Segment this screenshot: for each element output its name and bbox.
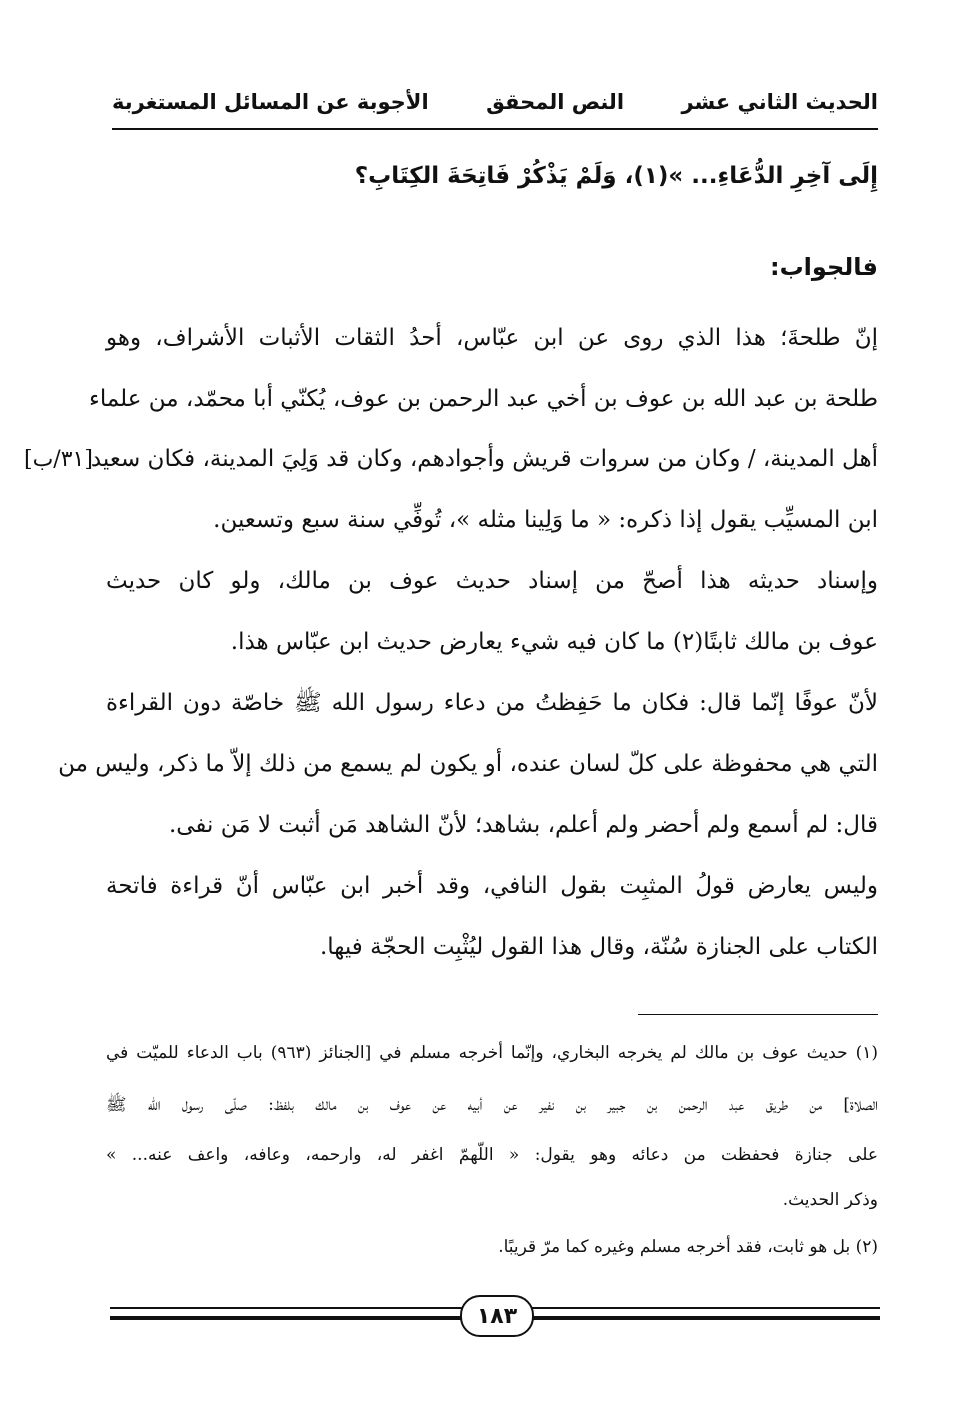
- body-line: وليس يعارض قولُ المثبِت بقول النافي، وقد أخبر ابن عبّاس أنّ قراءة فاتحة: [106, 873, 878, 899]
- body-line: وإسناد حديثه هذا أصحّ من إسناد حديث عوف بن مالك، ولو كان حديث: [106, 568, 878, 594]
- body-line: التي هي محفوظة على كلّ لسان عنده، أو يكون لم يسمع من ذلك إلاّ ما ذكر، وليس من: [58, 751, 878, 777]
- footnote-line: الصلاة] من طريق عبد الرحمن بن جبير بن نفير عن أبيه عن عوف بن مالك بلفظ: صلّى رسول الله ﷺ: [106, 1095, 878, 1115]
- header-center-title: النص المحقق: [486, 90, 625, 114]
- body-line: إنّ طلحةَ؛ هذا الذي روى عن ابن عبّاس، أحدُ الثقات الأثبات الأشراف، وهو: [106, 325, 878, 351]
- body-line: ابن المسيِّب يقول إذا ذكره: « ما وَلِينا مثله »، تُوفِّي سنة سبع وتسعين.: [213, 507, 878, 533]
- answer-heading: فالجواب:: [769, 253, 878, 281]
- body-line: لأنّ عوفًا إنّما قال: فكان ما حَفِظتُ من دعاء رسول الله ﷺ خاصّة دون القراءة: [106, 690, 878, 716]
- footnote-line: وذكر الحديث.: [782, 1190, 878, 1210]
- body-line: أهل المدينة، / وكان من سروات قريش وأجوادهم، وكان قد وَلِيَ المدينة، فكان سعيد: [90, 446, 878, 472]
- running-header: [112, 82, 878, 122]
- footnote-line: على جنازة فحفظت من دعائه وهو يقول: « اللّهمّ اغفر له، وارحمه، وعافه، واعف عنه... »: [106, 1145, 878, 1165]
- body-line: عوف بن مالك ثابتًا(٢) ما كان فيه شيء يعارض حديث ابن عبّاس هذا.: [230, 629, 878, 655]
- page-number: ١٨٣: [460, 1295, 534, 1337]
- footnote-line: (٢) بل هو ثابت، فقد أخرجه مسلم وغيره كما مرّ قريبًا.: [498, 1237, 878, 1257]
- header-right-title: الأجوبة عن المسائل المستغربة: [112, 90, 429, 114]
- header-left-title: الحديث الثاني عشر: [681, 90, 878, 114]
- body-line: الكتاب على الجنازة سُنّة، وقال هذا القول ليُثْبِت الحجّة فيها.: [319, 934, 878, 960]
- body-line: طلحة بن عبد الله بن عوف بن أخي عبد الرحمن بن عوف، يُكنّي أبا محمّد، من علماء: [89, 386, 878, 412]
- footnote-line: (١) حديث عوف بن مالك لم يخرجه البخاري، وإنّما أخرجه مسلم في [الجنائز (٩٦٣) باب الدعاء للميّت في: [106, 1043, 878, 1063]
- footnote-divider: [638, 1014, 878, 1015]
- quote-line: إِلَى آخِرِ الدُّعَاءِ... »(١)، وَلَمْ يَذْكُرْ فَاتِحَةَ الكِتَابِ؟: [354, 163, 878, 189]
- body-line: قال: لم أسمع ولم أحضر ولم أعلم، بشاهد؛ لأنّ الشاهد مَن أثبت لا مَن نفى.: [168, 812, 878, 838]
- manuscript-folio-marker: [٣١/ب]: [24, 447, 93, 472]
- header-divider: [112, 128, 878, 130]
